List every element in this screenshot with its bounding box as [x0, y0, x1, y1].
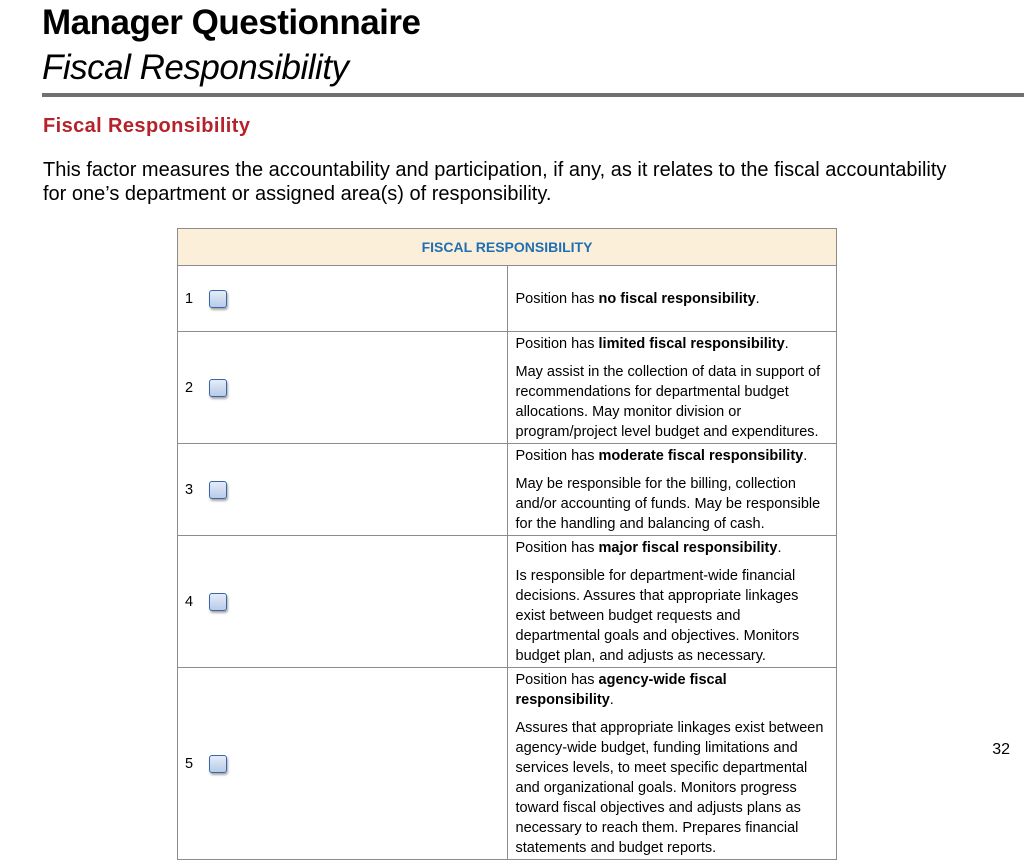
table-header: FISCAL RESPONSIBILITY — [178, 229, 837, 266]
responsibility-level: agency-wide fiscal responsibility — [515, 672, 727, 708]
rating-number: 2 — [185, 379, 194, 396]
rating-cell — [178, 444, 508, 536]
rating-checkbox[interactable] — [209, 379, 227, 397]
fiscal-responsibility-table — [177, 228, 837, 860]
level-statement — [516, 538, 829, 558]
rating-cell — [178, 332, 508, 444]
rating-checkbox[interactable] — [209, 755, 227, 773]
description-cell — [507, 332, 837, 444]
statement-prefix: Position has — [515, 672, 599, 688]
table-row — [178, 536, 837, 668]
level-statement — [516, 334, 829, 354]
responsibility-level: no fiscal responsibility — [598, 291, 756, 307]
intro-paragraph: This factor measures the accountability and participation, if any, as it relates to the fiscal accountability for one’s department or assigned area(s) of responsibility. — [43, 159, 947, 205]
description-cell — [507, 668, 837, 860]
table-row — [178, 668, 837, 860]
description-cell — [507, 444, 837, 536]
statement-suffix: . — [609, 692, 614, 708]
statement-prefix: Position has — [515, 448, 599, 464]
page-number: 32 — [992, 741, 1010, 758]
title-divider — [42, 93, 1024, 97]
rating-number: 1 — [185, 290, 194, 307]
statement-suffix: . — [777, 540, 782, 556]
statement-prefix: Position has — [515, 291, 599, 307]
level-detail: May be responsible for the billing, collection and/or accounting of funds. May be responsible for the handling and balancing of cash. — [515, 476, 821, 532]
section-heading: Fiscal Responsibility — [43, 115, 251, 137]
table-row — [178, 444, 837, 536]
rating-checkbox[interactable] — [209, 481, 227, 499]
rating-cell — [178, 536, 508, 668]
description-cell — [507, 266, 837, 332]
statement-prefix: Position has — [515, 336, 599, 352]
description-cell — [507, 536, 837, 668]
rating-number: 3 — [185, 481, 194, 498]
statement-suffix: . — [784, 336, 789, 352]
level-statement — [516, 446, 829, 466]
rating-number: 5 — [185, 755, 194, 772]
rating-checkbox[interactable] — [209, 593, 227, 611]
page-title: Manager Questionnaire — [42, 3, 421, 42]
level-statement — [516, 670, 829, 710]
rating-cell — [178, 266, 508, 332]
rating-cell — [178, 668, 508, 860]
statement-suffix: . — [803, 448, 808, 464]
rating-checkbox[interactable] — [209, 290, 227, 308]
level-detail: Is responsible for department-wide financial decisions. Assures that appropriate linkages exist between budget requests and departmental goals and objectives. Monitors budget plan, and adjusts as necessary. — [515, 568, 800, 664]
level-detail: Assures that appropriate linkages exist between agency-wide budget, funding limitations and services levels, to meet specific departmental and organizational goals. Monitors progress toward fiscal objectives and adjusts plans as necessary to reach them. Prepares financial statements and budget reports. — [515, 720, 824, 856]
responsibility-level: moderate fiscal responsibility — [598, 448, 804, 464]
responsibility-level: limited fiscal responsibility — [598, 336, 785, 352]
table-row — [178, 332, 837, 444]
table-row — [178, 266, 837, 332]
responsibility-level: major fiscal responsibility — [598, 540, 778, 556]
statement-suffix: . — [755, 291, 760, 307]
page-subtitle: Fiscal Responsibility — [42, 48, 349, 87]
level-statement — [516, 289, 829, 309]
statement-prefix: Position has — [515, 540, 599, 556]
table-body — [178, 266, 837, 860]
level-detail: May assist in the collection of data in support of recommendations for departmental budget allocations. May monitor division or program/project level budget and expenditures. — [515, 364, 821, 440]
rating-number: 4 — [185, 593, 194, 610]
